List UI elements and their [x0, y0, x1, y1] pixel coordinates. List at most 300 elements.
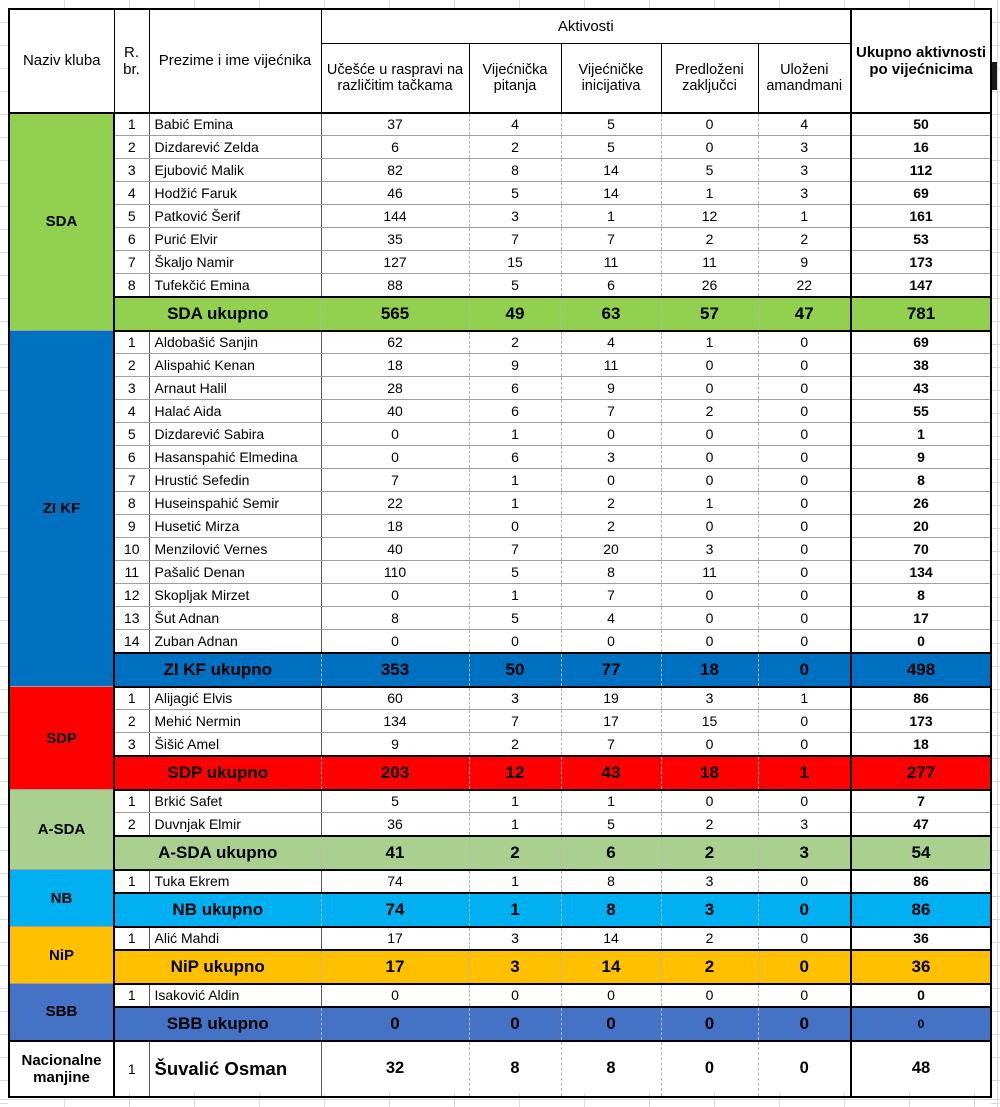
total-row-sdp	[9, 756, 991, 790]
group-grand-total: 54	[851, 836, 991, 870]
member-total: 36	[851, 927, 991, 950]
activity-value: 0	[758, 446, 851, 469]
member-number: 4	[114, 400, 149, 423]
member-total: 1	[851, 423, 991, 446]
activity-value: 0	[758, 354, 851, 377]
activity-value: 9	[469, 354, 561, 377]
member-total: 0	[851, 984, 991, 1007]
total-value: 0	[758, 1007, 851, 1041]
activity-value: 1	[469, 813, 561, 836]
activity-value: 0	[661, 733, 758, 756]
member-total: 8	[851, 584, 991, 607]
member-name: Aldobašić Sanjin	[149, 331, 321, 354]
total-row-sbb	[9, 1007, 991, 1041]
activity-value: 5	[469, 607, 561, 630]
activity-value: 18	[321, 515, 469, 538]
member-row	[9, 228, 991, 251]
special-row	[9, 1041, 991, 1097]
activity-value: 9	[321, 733, 469, 756]
activity-value: 8	[469, 159, 561, 182]
member-name: Alispahić Kenan	[149, 354, 321, 377]
activity-value: 0	[758, 733, 851, 756]
header-total: Ukupno aktivnosti po vijećnicima	[851, 9, 991, 113]
total-value: 14	[561, 950, 661, 984]
total-label: NB ukupno	[114, 893, 321, 927]
total-value: 18	[661, 653, 758, 687]
activity-value: 40	[321, 538, 469, 561]
member-name: Šišić Amel	[149, 733, 321, 756]
activity-value: 0	[758, 492, 851, 515]
activity-value: 3	[661, 870, 758, 893]
total-value: 203	[321, 756, 469, 790]
activity-value: 0	[661, 790, 758, 813]
total-value: 2	[661, 950, 758, 984]
activity-value: 0	[758, 377, 851, 400]
activity-value: 1	[469, 423, 561, 446]
total-label: SDP ukupno	[114, 756, 321, 790]
activity-value: 1	[469, 492, 561, 515]
member-row	[9, 733, 991, 756]
member-row	[9, 113, 991, 136]
member-number: 2	[114, 136, 149, 159]
member-total: 173	[851, 251, 991, 274]
activity-value: 5	[561, 113, 661, 136]
activity-value: 35	[321, 228, 469, 251]
activity-value: 0	[758, 984, 851, 1007]
activity-value: 0	[758, 515, 851, 538]
total-value: 49	[469, 297, 561, 331]
activity-value: 6	[469, 446, 561, 469]
activity-value: 17	[561, 710, 661, 733]
header-row-number: R. br.	[114, 9, 149, 113]
member-number: 3	[114, 377, 149, 400]
activity-value: 6	[321, 136, 469, 159]
member-number: 8	[114, 492, 149, 515]
club-cell-sbb: SBB	[9, 984, 114, 1041]
activity-value: 0	[561, 984, 661, 1007]
total-value: 3	[469, 950, 561, 984]
activity-value: 0	[758, 469, 851, 492]
activity-value: 0	[661, 423, 758, 446]
member-row	[9, 377, 991, 400]
member-row	[9, 561, 991, 584]
member-total: 173	[851, 710, 991, 733]
member-row	[9, 515, 991, 538]
member-number: 1	[114, 331, 149, 354]
member-total: 16	[851, 136, 991, 159]
member-row	[9, 469, 991, 492]
table-body	[9, 113, 991, 1097]
activity-value: 17	[321, 927, 469, 950]
activity-value: 62	[321, 331, 469, 354]
member-total: 8	[851, 469, 991, 492]
total-row-a-sda	[9, 836, 991, 870]
activity-value: 110	[321, 561, 469, 584]
member-number: 1	[114, 1041, 149, 1097]
total-value: 50	[469, 653, 561, 687]
member-total: 9	[851, 446, 991, 469]
total-value: 47	[758, 297, 851, 331]
member-number: 1	[114, 984, 149, 1007]
member-name: Patković Šerif	[149, 205, 321, 228]
total-label: SDA ukupno	[114, 297, 321, 331]
member-row	[9, 813, 991, 836]
member-total: 18	[851, 733, 991, 756]
activity-value: 0	[758, 584, 851, 607]
activity-value: 15	[469, 251, 561, 274]
table-header	[9, 9, 991, 113]
activity-value: 60	[321, 687, 469, 710]
activity-value: 1	[469, 870, 561, 893]
member-number: 2	[114, 354, 149, 377]
total-row-nip	[9, 950, 991, 984]
total-value: 63	[561, 297, 661, 331]
activity-value: 0	[661, 136, 758, 159]
activity-value: 4	[561, 607, 661, 630]
activity-value: 11	[561, 354, 661, 377]
activity-value: 0	[758, 870, 851, 893]
member-row	[9, 423, 991, 446]
member-number: 3	[114, 159, 149, 182]
activity-value: 0	[661, 984, 758, 1007]
total-value: 2	[469, 836, 561, 870]
member-name: Brkić Safet	[149, 790, 321, 813]
activity-value: 14	[561, 159, 661, 182]
activity-value: 3	[661, 538, 758, 561]
member-row	[9, 492, 991, 515]
member-name: Hrustić Sefedin	[149, 469, 321, 492]
activity-value: 1	[758, 205, 851, 228]
activity-value: 0	[758, 561, 851, 584]
member-row	[9, 687, 991, 710]
member-number: 4	[114, 182, 149, 205]
activity-value: 7	[561, 228, 661, 251]
activity-value: 0	[321, 630, 469, 653]
activity-value: 5	[561, 813, 661, 836]
club-cell-a-sda: A-SDA	[9, 790, 114, 870]
total-row-nb	[9, 893, 991, 927]
activity-value: 144	[321, 205, 469, 228]
member-name: Menzilović Vernes	[149, 538, 321, 561]
spreadsheet-gridline	[0, 0, 1000, 8]
activity-value: 11	[661, 561, 758, 584]
activity-value: 7	[561, 400, 661, 423]
member-name: Isaković Aldin	[149, 984, 321, 1007]
member-total: 112	[851, 159, 991, 182]
member-number: 12	[114, 584, 149, 607]
member-name: Zuban Adnan	[149, 630, 321, 653]
member-total: 55	[851, 400, 991, 423]
activity-value: 7	[321, 469, 469, 492]
member-name: Pašalić Denan	[149, 561, 321, 584]
activity-value: 74	[321, 870, 469, 893]
activity-value: 8	[561, 1041, 661, 1097]
member-row	[9, 630, 991, 653]
activity-value: 0	[661, 607, 758, 630]
activity-value: 4	[758, 113, 851, 136]
member-name: Dizdarević Sabira	[149, 423, 321, 446]
activity-value: 4	[561, 331, 661, 354]
activity-value: 5	[561, 136, 661, 159]
activity-value: 1	[661, 331, 758, 354]
activity-value: 0	[758, 607, 851, 630]
member-row	[9, 136, 991, 159]
activity-value: 0	[758, 927, 851, 950]
activity-value: 3	[758, 136, 851, 159]
member-number: 10	[114, 538, 149, 561]
header-activity-questions: Vijećnička pitanja	[469, 43, 561, 113]
activity-value: 0	[661, 515, 758, 538]
clipped-text-fragment	[992, 62, 997, 90]
activity-value: 12	[661, 205, 758, 228]
activity-value: 40	[321, 400, 469, 423]
total-value: 18	[661, 756, 758, 790]
activity-value: 18	[321, 354, 469, 377]
total-value: 57	[661, 297, 758, 331]
activity-value: 0	[758, 538, 851, 561]
activity-value: 0	[661, 469, 758, 492]
activity-value: 28	[321, 377, 469, 400]
total-value: 8	[561, 893, 661, 927]
club-cell-nacionalne-manjine: Nacionalne manjine	[9, 1041, 114, 1097]
total-value: 0	[321, 1007, 469, 1041]
member-number: 1	[114, 687, 149, 710]
member-name: Alić Mahdi	[149, 927, 321, 950]
member-row	[9, 710, 991, 733]
activity-value: 3	[758, 159, 851, 182]
total-value: 0	[758, 893, 851, 927]
member-total: 86	[851, 687, 991, 710]
total-value: 43	[561, 756, 661, 790]
member-name: Škaljo Namir	[149, 251, 321, 274]
member-row	[9, 538, 991, 561]
total-value: 565	[321, 297, 469, 331]
member-total: 0	[851, 630, 991, 653]
activity-value: 3	[469, 687, 561, 710]
activity-value: 3	[661, 687, 758, 710]
total-value: 41	[321, 836, 469, 870]
member-row	[9, 870, 991, 893]
member-name: Babić Emina	[149, 113, 321, 136]
activity-value: 5	[661, 159, 758, 182]
activity-value: 88	[321, 274, 469, 297]
activity-value: 46	[321, 182, 469, 205]
member-name: Ejubović Malik	[149, 159, 321, 182]
member-total: 86	[851, 870, 991, 893]
member-number: 1	[114, 870, 149, 893]
header-activity-initiatives: Vijećničke inicijativa	[561, 43, 661, 113]
activity-value: 4	[469, 113, 561, 136]
activity-value: 15	[661, 710, 758, 733]
activity-value: 3	[758, 182, 851, 205]
activity-value: 0	[321, 446, 469, 469]
total-value: 74	[321, 893, 469, 927]
total-value: 0	[758, 653, 851, 687]
activity-value: 22	[321, 492, 469, 515]
total-value: 3	[661, 893, 758, 927]
member-number: 2	[114, 710, 149, 733]
member-name: Tufekčić Emina	[149, 274, 321, 297]
activity-value: 0	[661, 113, 758, 136]
group-grand-total: 498	[851, 653, 991, 687]
member-row	[9, 446, 991, 469]
spreadsheet-gridline	[0, 0, 8, 1107]
activity-value: 36	[321, 813, 469, 836]
member-number: 7	[114, 251, 149, 274]
total-value: 353	[321, 653, 469, 687]
activity-value: 5	[469, 274, 561, 297]
member-number: 9	[114, 515, 149, 538]
total-row-sda	[9, 297, 991, 331]
group-grand-total: 86	[851, 893, 991, 927]
member-number: 13	[114, 607, 149, 630]
total-value: 2	[661, 836, 758, 870]
activity-value: 2	[661, 927, 758, 950]
member-total: 161	[851, 205, 991, 228]
member-name: Purić Elvir	[149, 228, 321, 251]
total-value: 6	[561, 836, 661, 870]
member-name: Dizdarević Zelda	[149, 136, 321, 159]
activity-value: 0	[758, 400, 851, 423]
activity-value: 1	[469, 584, 561, 607]
activity-value: 1	[469, 469, 561, 492]
activity-value: 7	[561, 733, 661, 756]
activity-value: 6	[469, 400, 561, 423]
activity-value: 0	[321, 984, 469, 1007]
member-name: Šut Adnan	[149, 607, 321, 630]
activity-value: 37	[321, 113, 469, 136]
activity-value: 7	[469, 228, 561, 251]
activity-value: 1	[661, 182, 758, 205]
activity-value: 2	[469, 136, 561, 159]
member-name: Arnaut Halil	[149, 377, 321, 400]
member-name: Halać Aida	[149, 400, 321, 423]
member-number: 7	[114, 469, 149, 492]
member-row	[9, 331, 991, 354]
member-total: 53	[851, 228, 991, 251]
activity-value: 1	[561, 205, 661, 228]
total-label: NiP ukupno	[114, 950, 321, 984]
activity-value: 2	[661, 813, 758, 836]
member-row	[9, 790, 991, 813]
spreadsheet-gridline	[991, 0, 1000, 1107]
activity-value: 5	[469, 561, 561, 584]
member-row	[9, 927, 991, 950]
activity-value: 1	[661, 492, 758, 515]
activity-value: 0	[661, 1041, 758, 1097]
activity-value: 0	[758, 331, 851, 354]
activity-value: 7	[469, 538, 561, 561]
member-name: Šuvalić Osman	[149, 1041, 321, 1097]
member-number: 1	[114, 927, 149, 950]
member-row	[9, 984, 991, 1007]
member-number: 11	[114, 561, 149, 584]
header-activity-amendments: Uloženi amandmani	[758, 43, 851, 113]
member-row	[9, 400, 991, 423]
total-value: 77	[561, 653, 661, 687]
activity-value: 3	[758, 813, 851, 836]
activity-value: 0	[758, 710, 851, 733]
activity-value: 32	[321, 1041, 469, 1097]
activity-value: 0	[561, 423, 661, 446]
total-row-zi-kf	[9, 653, 991, 687]
member-total: 69	[851, 182, 991, 205]
activity-value: 0	[561, 469, 661, 492]
member-total: 43	[851, 377, 991, 400]
member-name: Skopljak Mirzet	[149, 584, 321, 607]
total-label: SBB ukupno	[114, 1007, 321, 1041]
activity-value: 2	[561, 492, 661, 515]
group-grand-total: 0	[851, 1007, 991, 1041]
activity-value: 9	[561, 377, 661, 400]
member-row	[9, 607, 991, 630]
member-name: Huseinspahić Semir	[149, 492, 321, 515]
total-label: ZI KF ukupno	[114, 653, 321, 687]
activity-value: 82	[321, 159, 469, 182]
member-total: 47	[851, 813, 991, 836]
header-activity-conclusions: Predloženi zaključci	[661, 43, 758, 113]
member-number: 5	[114, 423, 149, 446]
member-number: 6	[114, 228, 149, 251]
activity-value: 0	[469, 984, 561, 1007]
member-name: Tuka Ekrem	[149, 870, 321, 893]
total-value: 17	[321, 950, 469, 984]
activity-value: 0	[469, 630, 561, 653]
activity-value: 0	[661, 584, 758, 607]
activity-value: 0	[661, 377, 758, 400]
member-name: Husetić Mirza	[149, 515, 321, 538]
header-activity-discussion: Učešće u raspravi na različitim tačkama	[321, 43, 469, 113]
member-total: 20	[851, 515, 991, 538]
activity-value: 2	[661, 228, 758, 251]
total-value: 1	[758, 756, 851, 790]
activity-value: 6	[469, 377, 561, 400]
activity-value: 14	[561, 182, 661, 205]
member-total: 48	[851, 1041, 991, 1097]
spreadsheet-gridline	[0, 1099, 1000, 1100]
activity-value: 0	[661, 446, 758, 469]
activity-value: 1	[469, 790, 561, 813]
activity-value: 2	[469, 331, 561, 354]
activity-value: 26	[661, 274, 758, 297]
member-number: 1	[114, 790, 149, 813]
activity-value: 11	[661, 251, 758, 274]
member-row	[9, 584, 991, 607]
group-grand-total: 781	[851, 297, 991, 331]
activity-value: 19	[561, 687, 661, 710]
activity-value: 9	[758, 251, 851, 274]
activity-value: 3	[561, 446, 661, 469]
activity-value: 8	[321, 607, 469, 630]
club-cell-sdp: SDP	[9, 687, 114, 790]
activity-value: 0	[758, 790, 851, 813]
spreadsheet-gridline	[997, 0, 998, 1107]
member-number: 5	[114, 205, 149, 228]
activity-value: 0	[758, 423, 851, 446]
activity-value: 7	[561, 584, 661, 607]
header-activities-group: Aktivosti	[321, 9, 851, 43]
activity-value: 2	[469, 733, 561, 756]
club-cell-nb: NB	[9, 870, 114, 927]
header-name: Prezime i ime vijećnika	[149, 9, 321, 113]
member-total: 17	[851, 607, 991, 630]
member-number: 3	[114, 733, 149, 756]
member-row	[9, 182, 991, 205]
activity-value: 7	[469, 710, 561, 733]
member-number: 8	[114, 274, 149, 297]
activity-value: 6	[561, 274, 661, 297]
activity-value: 0	[321, 423, 469, 446]
